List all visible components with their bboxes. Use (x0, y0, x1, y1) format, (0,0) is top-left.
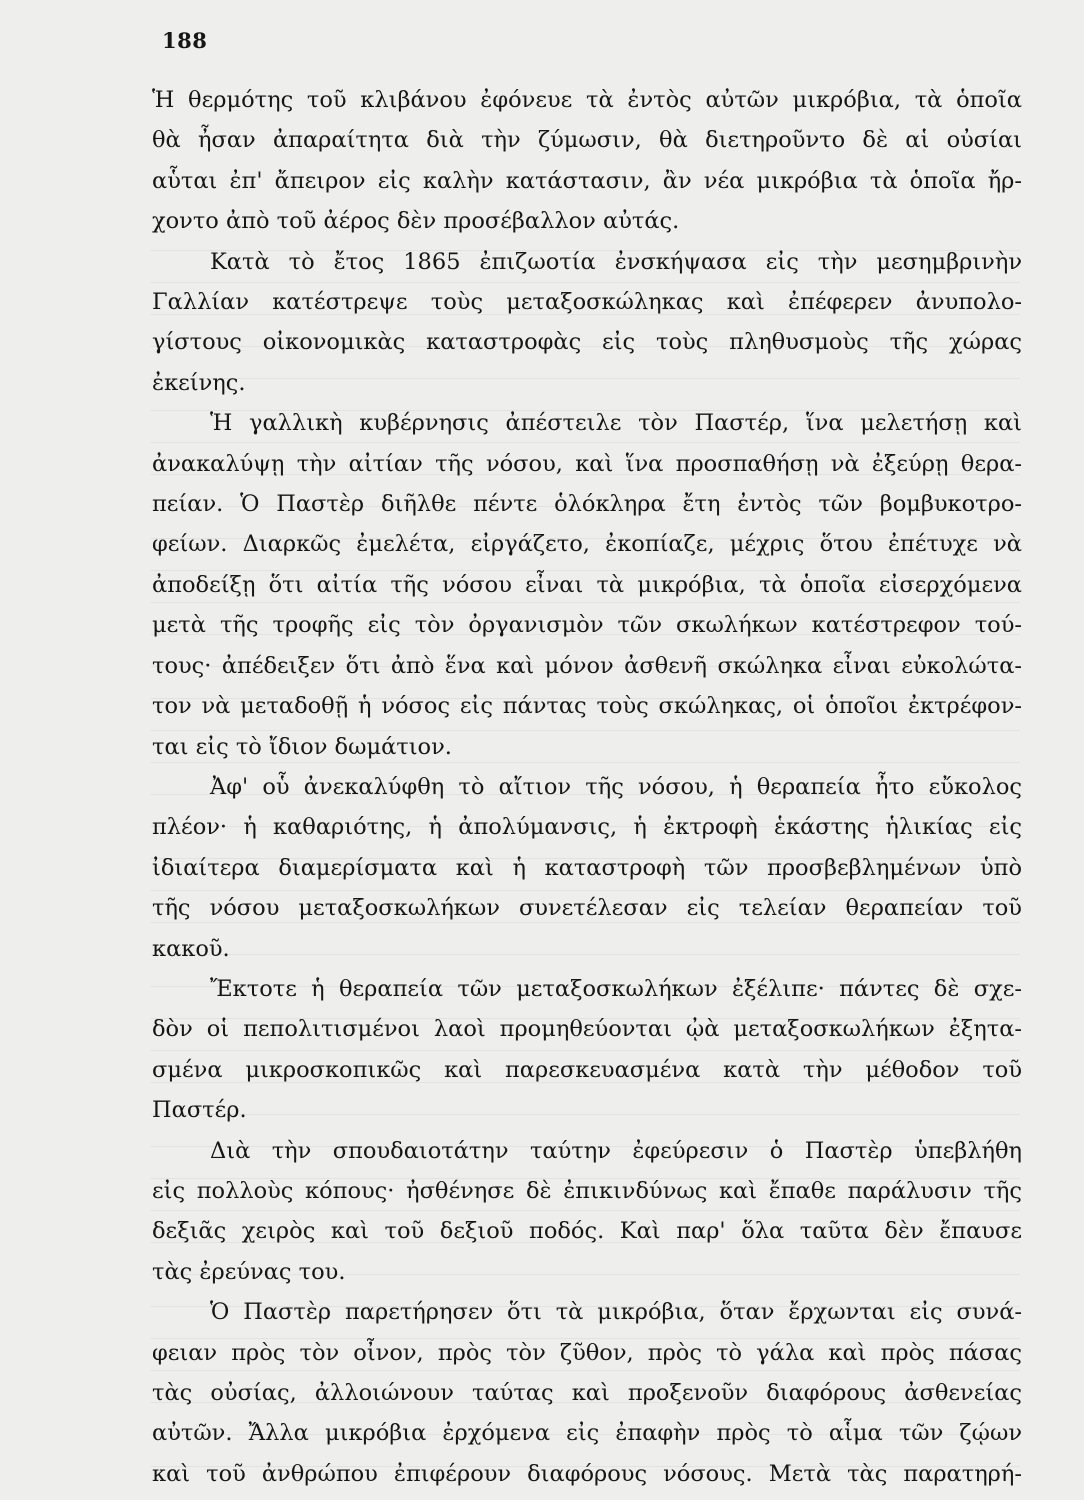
text-line: τους· ἀπέδειξεν ὅτι ἀπὸ ἕνα καὶ μόνον ἀσθενῆ σκώληκα εἶναι εὐκολώτα- (152, 652, 1022, 679)
text-line: φειαν πρὸς τὸν οἶνον, πρὸς τὸν ζῦθον, πρὸς τὸ γάλα καὶ πρὸς πάσας (152, 1339, 1022, 1366)
text-line: φείων. Διαρκῶς ἐμελέτα, εἰργάζετο, ἐκοπίαζε, μέχρις ὅτου ἐπέτυχε νὰ (152, 531, 1022, 558)
text-line: Ἡ γαλλικὴ κυβέρνησις ἀπέστειλε τὸν Παστέρ, ἵνα μελετήσῃ καὶ (210, 410, 1022, 437)
text-line: γίστους οἰκονομικὰς καταστροφὰς εἰς τοὺς πληθυσμοὺς τῆς χώρας (152, 329, 1022, 356)
page-number: 188 (162, 28, 208, 53)
text-line: ἀποδείξῃ ὅτι αἰτία τῆς νόσου εἶναι τὰ μικρόβια, τὰ ὁποῖα εἰσερχόμενα (152, 571, 1022, 598)
text-line: Διὰ τὴν σπουδαιοτάτην ταύτην ἐφεύρεσιν ὁ Παστὲρ ὑπεβλήθη (210, 1137, 1022, 1164)
text-line: ἰδιαίτερα διαμερίσματα καὶ ἡ καταστροφὴ τῶν προσβεβλημένων ὑπὸ (152, 854, 1022, 881)
text-line: τὰς οὐσίας, ἀλλοιώνουν ταύτας καὶ προξενοῦν διαφόρους ἀσθενείας (152, 1380, 1022, 1406)
body-text (152, 80, 1022, 1494)
text-line: κακοῦ. (152, 935, 230, 962)
text-line: μετὰ τῆς τροφῆς εἰς τὸν ὀργανισμὸν τῶν σκωλήκων κατέστρεφον τού- (152, 612, 1022, 639)
text-line: Παστέρ. (152, 1097, 247, 1124)
text-line: ἐκείνης. (152, 369, 246, 396)
text-line: αὗται ἐπ' ἄπειρον εἰς καλὴν κατάστασιν, ἂν νέα μικρόβια τὰ ὁποῖα ἤρ- (152, 167, 1022, 194)
text-line: δεξιᾶς χειρὸς καὶ τοῦ δεξιοῦ ποδός. Καὶ παρ' ὅλα ταῦτα δὲν ἔπαυσε (152, 1218, 1022, 1245)
text-line: ἀνακαλύψῃ τὴν αἰτίαν τῆς νόσου, καὶ ἵνα προσπαθήσῃ νὰ ἐξεύρῃ θερα- (152, 450, 1022, 477)
text-line: τῆς νόσου μεταξοσκωλήκων συνετέλεσαν εἰς τελείαν θεραπείαν τοῦ (152, 895, 1022, 922)
text-line: ται εἰς τὸ ἴδιον δωμάτιον. (152, 733, 452, 760)
text-line: Γαλλίαν κατέστρεψε τοὺς μεταξοσκώληκας καὶ ἐπέφερεν ἀνυπολο- (152, 289, 1022, 316)
text-line: πείαν. Ὁ Παστὲρ διῆλθε πέντε ὁλόκληρα ἔτη ἐντὸς τῶν βομβυκοτρο- (152, 491, 1022, 518)
text-line: Ἡ θερμότης τοῦ κλιβάνου ἐφόνευε τὰ ἐντὸς αὐτῶν μικρόβια, τὰ ὁποῖα (152, 87, 1022, 113)
text-line: θὰ ἦσαν ἀπαραίτητα διὰ τὴν ζύμωσιν, θὰ διετηροῦντο δὲ αἱ οὐσίαι (152, 127, 1022, 154)
text-line: δὸν οἱ πεπολιτισμένοι λαοὶ προμηθεύονται ᾠὰ μεταξοσκωλήκων ἐξητα- (152, 1016, 1022, 1043)
text-line: Ὁ Παστὲρ παρετήρησεν ὅτι τὰ μικρόβια, ὅταν ἔρχωνται εἰς συνά- (210, 1299, 1022, 1326)
text-line: αὐτῶν. Ἄλλα μικρόβια ἐρχόμενα εἰς ἐπαφὴν πρὸς τὸ αἷμα τῶν ζῴων (152, 1420, 1022, 1447)
text-line: καὶ τοῦ ἀνθρώπου ἐπιφέρουν διαφόρους νόσους. Μετὰ τὰς παρατηρή- (152, 1460, 1022, 1487)
text-line: χοντο ἀπὸ τοῦ ἀέρος δὲν προσέβαλλον αὐτάς. (152, 208, 680, 235)
text-line: τον νὰ μεταδοθῇ ἡ νόσος εἰς πάντας τοὺς σκώληκας, οἱ ὁποῖοι ἐκτρέφον- (152, 693, 1022, 720)
text-line: εἰς πολλοὺς κόπους· ἠσθένησε δὲ ἐπικινδύνως καὶ ἔπαθε παράλυσιν τῆς (152, 1177, 1022, 1204)
text-line: πλέον· ἡ καθαριότης, ἡ ἀπολύμανσις, ἡ ἐκτροφὴ ἑκάστης ἡλικίας εἰς (152, 814, 1022, 841)
text-line: σμένα μικροσκοπικῶς καὶ παρεσκευασμένα κατὰ τὴν μέθοδον τοῦ (152, 1056, 1022, 1083)
text-line: Ἀφ' οὗ ἀνεκαλύφθη τὸ αἴτιον τῆς νόσου, ἡ θεραπεία ἦτο εὔκολος (210, 773, 1022, 800)
text-line: Κατὰ τὸ ἔτος 1865 ἐπιζωοτία ἐνσκήψασα εἰς τὴν μεσημβρινὴν (210, 248, 1022, 275)
text-line: τὰς ἐρεύνας του. (152, 1258, 346, 1285)
text-line: Ἔκτοτε ἡ θεραπεία τῶν μεταξοσκωλήκων ἐξέλιπε· πάντες δὲ σχε- (210, 975, 1022, 1002)
